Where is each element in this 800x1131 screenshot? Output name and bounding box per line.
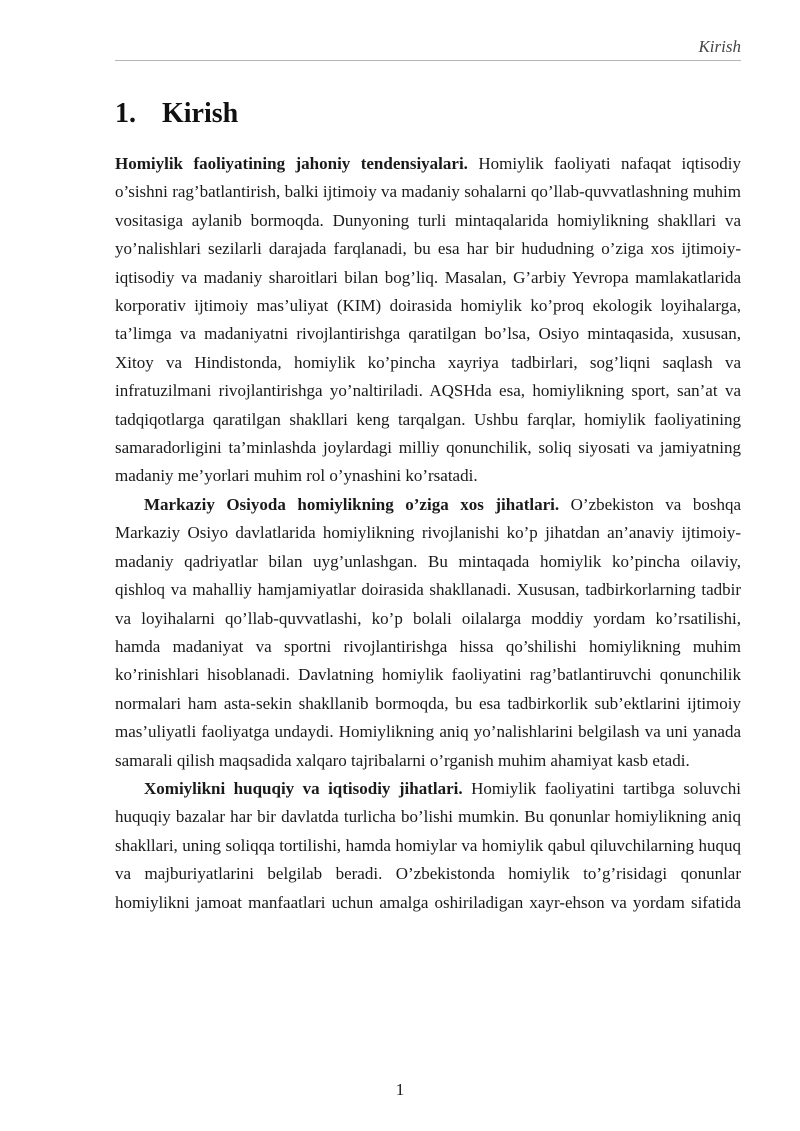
paragraph-text: O’zbekiston va boshqa Markaziy Osiyo davlatlarida homiylikning rivojlanishi ko’p jihatdan an’anaviy ijtimoiy-madaniy qadriyatlar bilan uyg’unlashgan. Bu mintaqada homiylik ko’pincha oilaviy, qishloq va mahalliy hamjamiyatlar doirasida shakllanadi. Xususan, tadbirkorlarning tadbir va loyihalarni qo’llab-quvvatlashi, ko’p bolali oilalarga moddiy yordam ko’rsatilishi, hamda madaniyat va sportni rivojlantirishga hissa qo’shilishi homiylikning muhim ko’rinishlari hisoblanadi. Davlatning homiylik faoliyatini rag’batlantiruvchi qonunchilik normalari ham asta-sekin shakllanib bormoqda, bu esa tadbirkorlik sub’ektlarini ijtimoiy mas’uliyatli faoliyatga undaydi. Homiylikning aniq yo’nalishlarini belgilash va uni yanada samarali qilish maqsadida xalqaro tajribalarni o’rganish muhim ahamiyat kasb etadi. [115,494,741,770]
page-number: 1 [395,1080,405,1099]
header-rule [115,60,741,61]
chapter-heading [115,96,238,132]
paragraph-text: Homiylik faoliyatini tartibga soluvchi huquqiy bazalar har bir davlatda turlicha bo’lishi mumkin. Bu qonunlar homiylikning aniq shakllari, uning soliqqa tortilishi, hamda homiylar va homiylik qabul qiluvchilarning huquq va majburiyatlarini belgilab beradi. O’zbekistonda homiylik to’g’risidagi qonunlar homiylikni jamoat manfaatlari uchun amalga oshiriladigan xayr-ehson va yordam sifatida [115,778,741,912]
paragraph-legal-economic [115,775,741,917]
body-text [115,150,741,917]
paragraph-text: Homiylik faoliyati nafaqat iqtisodiy o’sishni rag’batlantirish, balki ijtimoiy va madaniy sohalarni qo’llab-quvvatlashning muhim vositasiga aylanib bormoqda. Dunyoning turli mintaqalarida homiylikning shakllari va yo’nalishlari sezilarli darajada farqlanadi, bu esa har bir hududning o’ziga xos ijtimoiy-iqtisodiy va madaniy sharoitlari bilan bog’liq. Masalan, G’arbiy Yevropa mamlakatlarida korporativ ijtimoiy mas’uliyat (KIM) doirasida homiylik ko’proq ekologik loyihalarga, ta’limga va madaniyatni rivojlantirishga qaratilgan bo’lsa, Osiyo mintaqasida, xususan, Xitoy va Hindistonda, homiylik ko’pincha xayriya tadbirlari, sog’liqni saqlash va infratuzilmani rivojlantirishga yo’naltiriladi. AQSHda esa, homiylikning sport, san’at va tadqiqotlarga qaratilgan shakllari keng tarqalgan. Ushbu farqlar, homiylik faoliyatining samaradorligini ta’minlashda joylardagi milliy qonunchilik, soliq siyosati va jamiyatning madaniy me’yorlari muhim rol o’ynashini ko’rsatadi. [115,154,742,486]
chapter-number: 1. [115,98,136,129]
paragraph-global-trends [115,150,741,491]
paragraph-central-asia [115,491,741,775]
run-in-heading: Xomiylikni huquqiy va iqtisodiy jihatlari. [144,778,463,798]
running-header: Kirish [698,37,741,56]
run-in-heading: Homiylik faoliyatining jahoniy tendensiyalari. [115,154,468,173]
run-in-heading: Markaziy Osiyoda homiylikning o’ziga xos jihatlari. [144,494,560,514]
chapter-title: Kirish [162,98,239,129]
